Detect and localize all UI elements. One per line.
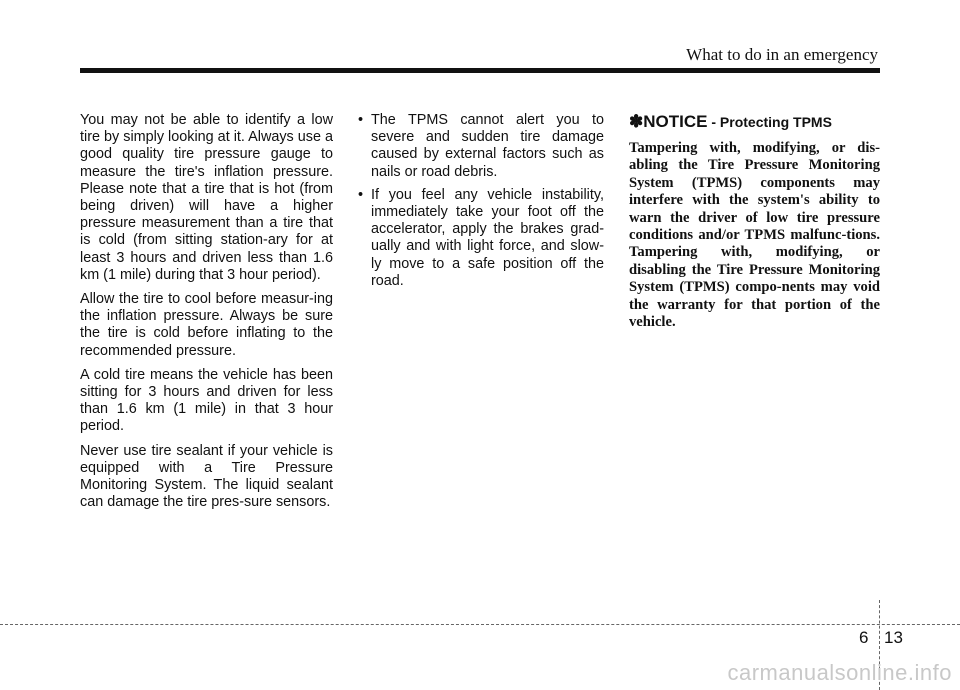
bullet-text: The TPMS cannot alert you to severe and sudden tire damage caused by external factors such as nails or road debris.: [371, 112, 604, 180]
paragraph: You may not be able to identify a low tire by simply looking at it. Always use a good quality tire pressure gauge to measure the tire's inflation pressure. Please note that a tire that is hot (from being driven) will have a higher pressure measurement than a tire that is cold (from sitting station-ary for at least 3 hours and driven less than 1.6 km (1 mile) during that 3 hour period).: [80, 112, 333, 283]
bullet-icon: •: [358, 112, 364, 128]
notice-star-icon: ✽: [629, 112, 644, 131]
notice-label: NOTICE: [643, 112, 708, 131]
notice-heading: [629, 112, 880, 133]
header-rule: [80, 68, 880, 73]
notice-box: [629, 112, 880, 338]
bullet-item: [356, 187, 604, 290]
bullet-icon: •: [358, 186, 364, 203]
bullet-text: If you feel any vehicle instability, immediately take your foot off the accelerator, apply the brakes grad-ually and with light force, and slow-ly move to a safe position off the road.: [371, 186, 604, 289]
bullet-item: [356, 112, 604, 181]
watermark: carmanualsonline.info: [727, 660, 952, 685]
left-column: [80, 112, 333, 518]
bullet-list: [356, 112, 604, 290]
paragraph: Never use tire sealant if your vehicle is equipped with a Tire Pressure Monitoring System. The liquid sealant can damage the tire pres-sure sensors.: [80, 442, 333, 511]
paragraph: A cold tire means the vehicle has been sitting for 3 hours and driven for less than 1.6 km (1 mile) in that 3 hour period.: [80, 366, 333, 435]
middle-column: [356, 112, 604, 296]
notice-subtitle: - Protecting TPMS: [707, 114, 832, 130]
paragraph: Allow the tire to cool before measur-ing the inflation pressure. Always be sure the tire is cold before inflating to the recommended pressure.: [80, 291, 333, 359]
footer-rule: [0, 624, 960, 625]
notice-body: Tampering with, modifying, or dis-abling the Tire Pressure Monitoring System (TPMS) components may interfere with the system's ability to warn the driver of low tire pressure conditions and/or TPMS malfunc-tions. Tampering with, modifying, or disabling the Tire Pressure Monitoring System (TPMS) compo-nents may void the warranty for that portion of the vehicle.: [629, 140, 880, 331]
page-number: 13: [884, 628, 903, 647]
page-header-title: What to do in an emergency: [686, 45, 878, 64]
chapter-number: 6: [859, 628, 869, 647]
